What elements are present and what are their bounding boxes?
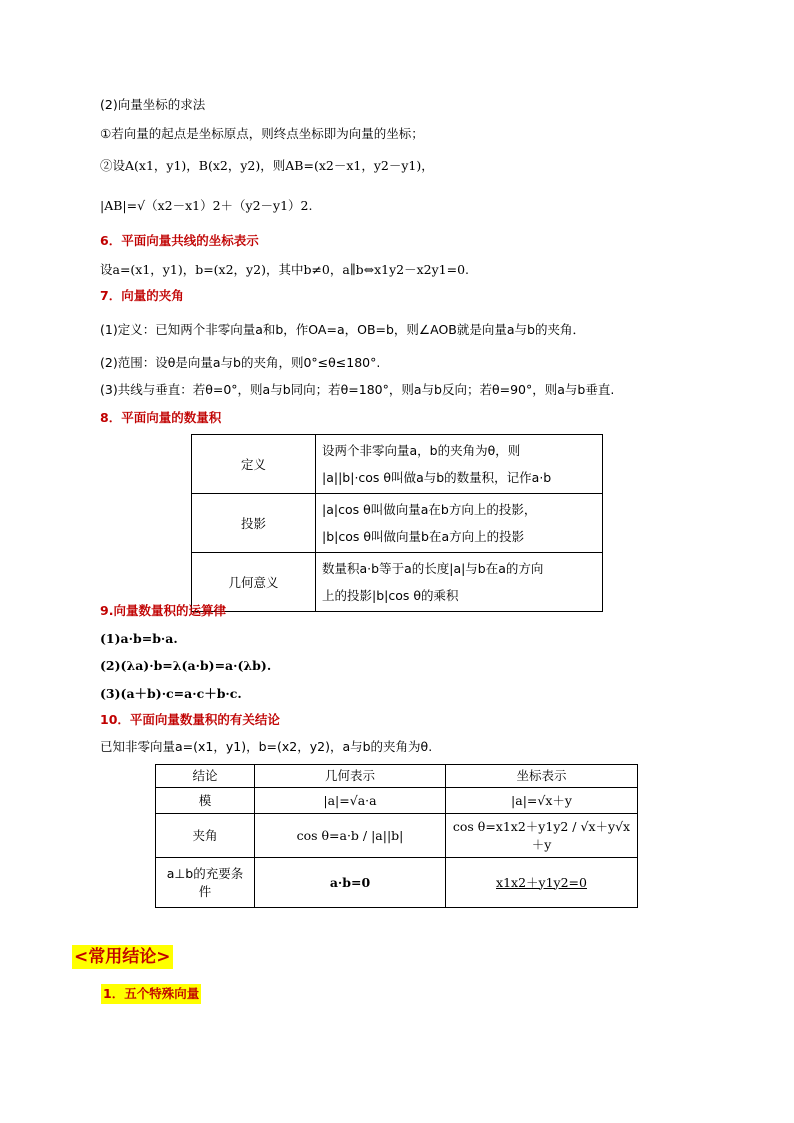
- table-cell: a⊥b的充要条件: [156, 858, 255, 908]
- table-cell: |a|=√a·a: [255, 788, 446, 814]
- table-value: [316, 494, 603, 553]
- coord-method-heading: (2)向量坐标的求法: [100, 97, 206, 112]
- section-6-text: 设a=(x1，y1)，b=(x2，y2)，其中b≠0，a∥b⇔x1y2－x2y1=0.: [100, 262, 470, 277]
- special-vectors-heading: 1．五个特殊向量: [101, 984, 201, 1004]
- table-row: [156, 788, 638, 814]
- table-row: [156, 858, 638, 908]
- table-cell: 模: [156, 788, 255, 814]
- table-row: [192, 553, 603, 612]
- table-key: 投影: [192, 494, 316, 553]
- coord-rule-2: ②设A(x1，y1)，B(x2，y2)，则AB=(x2－x1，y2－y1)，: [100, 158, 434, 173]
- section-7-definition: (1)定义：已知两个非零向量a和b，作OA=a，OB=b，则∠AOB就是向量a与b的夹角．: [100, 322, 585, 337]
- section-9-law-3: (3)(a＋b)·c=a·c＋b·c.: [100, 686, 242, 701]
- table-value-line: |a|cos θ叫做向量a在b方向上的投影，: [322, 502, 537, 517]
- table-cell: 夹角: [156, 814, 255, 858]
- section-6-title: 6．平面向量共线的坐标表示: [100, 233, 259, 248]
- table-value: [316, 553, 603, 612]
- section-10-title: 10．平面向量数量积的有关结论: [100, 712, 280, 727]
- coord-rule-1: ①若向量的起点是坐标原点，则终点坐标即为向量的坐标；: [100, 126, 424, 141]
- table-key: 几何意义: [192, 553, 316, 612]
- column-header: 坐标表示: [446, 765, 638, 788]
- section-9-title: 9.向量数量积的运算律: [100, 603, 226, 618]
- table-cell: cos θ=a·b / |a||b|: [255, 814, 446, 858]
- column-header: 几何表示: [255, 765, 446, 788]
- section-9-law-2: (2)(λa)·b=λ(a·b)=a·(λb).: [100, 658, 272, 673]
- coord-rule-3: |AB|=√（x2－x1）2＋（y2－y1）2.: [100, 198, 313, 213]
- table-header-row: [156, 765, 638, 788]
- table-value-line: 上的投影|b|cos θ的乘积: [322, 588, 459, 603]
- section-10-intro: 已知非零向量a=(x1，y1)，b=(x2，y2)，a与b的夹角为θ.: [100, 739, 433, 754]
- common-conclusions-heading: <常用结论>: [74, 947, 171, 967]
- table-row: [192, 435, 603, 494]
- conclusions-table: [155, 764, 638, 908]
- table-key: 定义: [192, 435, 316, 494]
- column-header: 结论: [156, 765, 255, 788]
- table-value-line: |a||b|·cos θ叫做a与b的数量积，记作a·b: [322, 470, 552, 485]
- table-value-line: 数量积a·b等于a的长度|a|与b在a的方向: [322, 561, 544, 576]
- table-value-line: 设两个非零向量a，b的夹角为θ，则: [322, 443, 521, 458]
- section-8-title: 8．平面向量的数量积: [100, 410, 222, 425]
- table-value-line: |b|cos θ叫做向量b在a方向上的投影: [322, 529, 525, 544]
- table-value: [316, 435, 603, 494]
- section-7-title: 7．向量的夹角: [100, 288, 184, 303]
- table-cell: cos θ=x1x2＋y1y2 / √x＋y√x＋y: [446, 814, 638, 858]
- section-7-range: (2)范围：设θ是向量a与b的夹角，则0°≤θ≤180°.: [100, 355, 381, 370]
- dot-product-table: [191, 434, 603, 612]
- table-cell: a·b=0: [255, 858, 446, 908]
- table-cell: |a|=√x＋y: [446, 788, 638, 814]
- section-9-law-1: (1)a·b=b·a.: [100, 631, 178, 646]
- table-cell: x1x2＋y1y2=0: [446, 858, 638, 908]
- table-row: [192, 494, 603, 553]
- section-7-perpendicular: (3)共线与垂直：若θ=0°，则a与b同向；若θ=180°，则a与b反向；若θ=90°，则a与b垂直.: [100, 382, 615, 397]
- table-row: [156, 814, 638, 858]
